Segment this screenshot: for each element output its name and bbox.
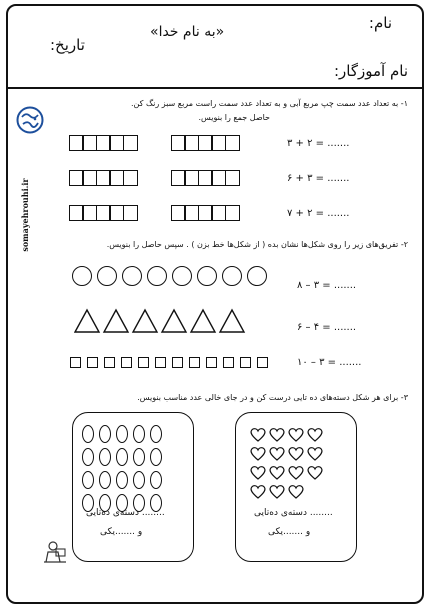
q1-text: ۱- به تعداد عدد سمت چپ مربع آبی و به تعداد عدد سمت راست مربع سبز رنگ کن. (130, 99, 408, 108)
page-title: «به نام خدا» (150, 24, 225, 40)
circle (172, 266, 192, 286)
triangle (133, 310, 157, 332)
circle (72, 266, 92, 286)
q3-text: ۳- برای هر شکل دسته‌های ده تایی درست کن و در جای خالی عدد مناسب بنویس. (137, 393, 408, 402)
q1-grid-right-1[interactable] (172, 135, 240, 151)
q1-equation-2: ۶ + ۳ = ....... (287, 173, 350, 184)
heart-shape (288, 427, 304, 442)
heart-shape (288, 465, 304, 480)
heart-shape (269, 446, 285, 461)
site-logo (16, 106, 44, 134)
q1-equation-3: ۷ + ۲ = ....... (287, 208, 350, 219)
triangle (162, 310, 186, 332)
heart-shape (307, 446, 323, 461)
child-reading-icon (42, 540, 68, 564)
q1-grid-left-3[interactable] (70, 205, 138, 221)
triangle (220, 310, 244, 332)
q3-right-ones-label: و .......یکی (268, 527, 311, 537)
page-frame (6, 4, 424, 604)
circle (147, 266, 167, 286)
q1-grid-right-3[interactable] (172, 205, 240, 221)
circle (122, 266, 142, 286)
heart-shape (269, 465, 285, 480)
q2-circle-row[interactable] (72, 266, 267, 286)
heart-shape (250, 465, 266, 480)
heart-shape (250, 427, 266, 442)
q2-triangle-row[interactable] (74, 308, 254, 338)
q2-equation-2: ۶ – ۴ = ....... (297, 322, 357, 333)
q3-right-tens-label: ........ دسته‌ی ده‌تایی (254, 508, 333, 518)
circle (222, 266, 242, 286)
heart-shape (250, 484, 266, 499)
q1-grid-left-1[interactable] (70, 135, 138, 151)
name-label: نام: (368, 14, 392, 32)
triangle (104, 310, 128, 332)
heart-shape (269, 484, 285, 499)
q2-text: ۲- تفریق‌های زیر را روی شکل‌ها نشان بده ( از شکل‌ها خط بزن ) . سپس حاصل را بنویس. (106, 240, 408, 249)
heart-shape (288, 446, 304, 461)
q3-left-ones-label: و .......یکی (100, 527, 143, 537)
heart-shape (288, 484, 304, 499)
date-label: تاریخ: (50, 36, 85, 54)
heart-shape (307, 484, 323, 499)
heart-shape (307, 427, 323, 442)
q2-square-row[interactable] (70, 357, 268, 368)
header-divider (8, 87, 422, 89)
q2-equation-3: ۱۰ – ۳ = ....... (297, 357, 362, 368)
q1-equation-1: ۳ + ۲ = ....... (287, 138, 350, 149)
heart-shape (250, 446, 266, 461)
q2-equation-1: ۸ – ۳ = ....... (297, 280, 357, 291)
q3-left-tens-label: ........ دسته‌ی ده‌تایی (86, 508, 165, 518)
q3-oval-group[interactable] (82, 425, 163, 512)
triangle (75, 310, 99, 332)
circle (97, 266, 117, 286)
q3-heart-group[interactable] (250, 427, 323, 499)
q1-grid-right-2[interactable] (172, 170, 240, 186)
heart-shape (269, 427, 285, 442)
heart-shape (307, 465, 323, 480)
q1-grid-left-2[interactable] (70, 170, 138, 186)
site-watermark: somayehrouhi.ir (20, 178, 30, 252)
triangle (191, 310, 215, 332)
circle (247, 266, 267, 286)
q1-subtext: حاصل جمع را بنویس. (198, 113, 270, 122)
circle (197, 266, 217, 286)
teacher-label: نام آموزگار: (333, 62, 408, 80)
